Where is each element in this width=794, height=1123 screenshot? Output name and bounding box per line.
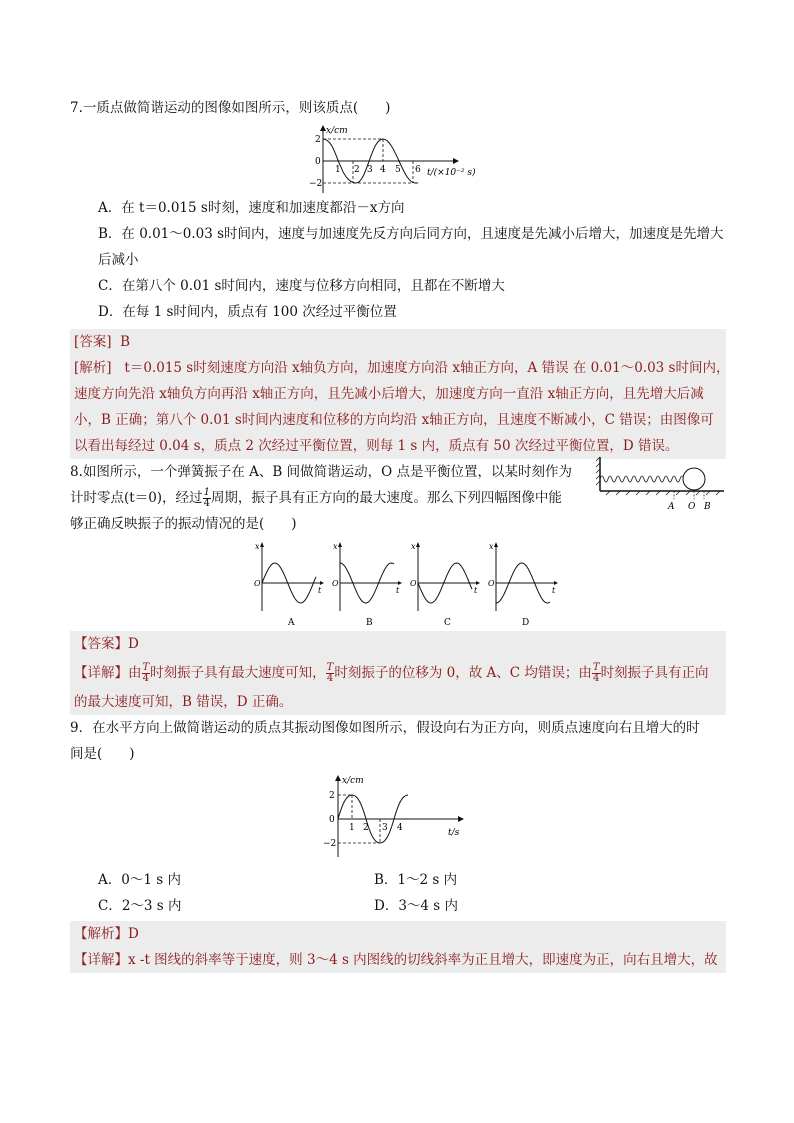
q8-graph-y-arrow [416,542,420,547]
q8-graph-origin-label: O [332,579,339,588]
q8-graph-x-arrow [320,581,324,585]
q7-xtick-3: 3 [367,165,373,175]
q7-answer-tag: [答案] [74,334,112,350]
q8-frac-num: 1 [203,487,210,498]
q8-graph-x-arrow [476,581,480,585]
q8-detail-frac-3-den: 4 [593,673,600,684]
q9-xlabel: t/s [448,828,460,838]
q8-graph-x-label: x [255,542,260,551]
q8-graph-caption: D [522,618,530,628]
q9-answer-block [70,921,726,973]
q8-stem-line-1: 8.如图所示，一个弹簧振子在 A、B 间做简谐运动，O 点是平衡位置，以某时刻作为 [70,464,572,480]
q9-option-c: C．2～3 s 内 [98,898,182,914]
q9-option-d: D．3～4 s 内 [374,898,459,914]
q7-analysis-line-3: 小，B 正确；第八个 0.01 s时间内速度和位移的方向均沿 x轴正方向，且速度不断减小，C 错误；由图像可 [74,412,714,428]
q7-option-d: D．在每 1 s时间内，质点有 100 次经过平衡位置 [98,304,397,320]
q8-detail-1d: 时刻振子具有正向 [600,665,709,681]
q7-answer-block [70,329,730,459]
q8-detail-frac-3-num: T [592,662,600,673]
q7-answer: B [120,334,131,350]
q8-detail-line-2: 的最大速度可知，B 错误，D 正确。 [74,694,293,710]
q9-option-b: B．1～2 s 内 [374,872,458,888]
q7-stem: 7.一质点做简谐运动的图像如图所示，则该质点( ) [70,100,391,116]
q8-graph-c [410,542,480,628]
q8-graph-d [488,542,558,628]
q8-frac-den: 4 [203,498,210,509]
spring-oscillator-figure [596,453,726,513]
q7-analysis-tag: [解析] [74,360,112,376]
q7-ylabel: x/cm [326,126,348,136]
q8-graph-origin-label: O [410,579,417,588]
q9-answer: D [128,926,139,942]
q8-answer-tag: 【答案】 [74,636,128,652]
q8-detail-frac-2-den: 4 [326,673,334,684]
spring-label-o: O [688,502,696,512]
q7-xlabel: t/(×10⁻² s) [427,168,476,178]
q8-detail-frac-3 [592,663,601,684]
q9-ytick-0: 0 [329,815,335,825]
q9-xtick-2: 2 [363,823,369,833]
spring-label-b: B [704,502,711,512]
q8-graph-t-label: t [318,586,322,595]
q9-answer-tag: 【解析】 [74,926,128,942]
q7-option-c: C．在第八个 0.01 s时间内，速度与位移方向相同，且都在不断增大 [98,278,505,294]
q7-graph [303,123,493,195]
q8-graph-b [332,542,402,628]
q7-ytick-2: 2 [315,135,321,145]
q8-stem-2a: 计时零点(t＝0)，经过 [70,490,203,506]
q9-options-row-2 [70,893,726,919]
q8-graph-y-arrow [260,542,264,547]
q8-stem-2b: 周期，振子具有正方向的最大速度。那么下列四幅图像中能 [210,490,562,506]
q9-xtick-1: 1 [349,823,355,833]
q8-detail-frac-1-num: T [142,662,150,673]
q9-options-row-1 [70,867,726,893]
q9-ylabel: x/cm [342,776,364,786]
q8-four-graphs [248,539,556,629]
q8-graph-t-label: t [396,586,400,595]
q8-graph-x-arrow [398,581,402,585]
spring-label-a: A [668,502,675,512]
q8-graph-y-arrow [494,542,498,547]
q9-stem-line-2: 间是( ) [70,746,135,762]
q8-graph-origin-label: O [488,579,495,588]
q8-graph-y-arrow [338,542,342,547]
q7-ytick-neg2: −2 [309,179,323,189]
q8-detail-frac-2-num: T [326,662,334,673]
q8-graph-caption: A [288,618,295,628]
q7-analysis-line-2: 速度方向先沿 x轴负方向再沿 x轴正方向，且先减小后增大，加速度方向一直沿 x轴正方向，且先增大后减 [74,386,704,402]
q8-graph-a [254,542,324,628]
q7-xtick-4: 4 [380,165,386,175]
q7-option-b: B．在 0.01～0.03 s时间内，速度与加速度先反方向后同方向，且速度是先减小后增大，加速度是先增大后减小 [98,226,724,268]
q7-xtick-6: 6 [415,165,421,175]
q8-graph-x-arrow [554,581,558,585]
q9-xtick-4: 4 [397,823,403,833]
q7-xtick-1: 1 [335,165,341,175]
q8-graph-t-label: t [474,586,478,595]
q8-answer: D [128,636,139,652]
q9-detail: x -t 图线的斜率等于速度，则 3～4 s 内图线的切线斜率为正且增大，即速度为正，向右且增大，故 [128,952,718,968]
q9-graph [318,771,478,861]
q7-xtick-5: 5 [395,165,401,175]
q8-stem-line-3: 够正确反映振子的振动情况的是( ) [70,516,297,532]
q9-xtick-3: 3 [382,823,388,833]
q8-graph-caption: C [444,618,451,628]
q9-ytick-2: 2 [329,791,335,801]
q8-detail-frac-1-den: 4 [142,673,150,684]
q8-graph-x-label: x [411,542,416,551]
q9-stem-line-1: 9．在水平方向上做简谐运动的质点其振动图像如图所示，假设向右为正方向，则质点速度向右且增大的时 [70,720,700,736]
q8-detail-tag: 【详解】 [74,665,128,681]
q8-detail-1b: 时刻振子具有最大速度可知， [150,665,326,681]
q8-answer-block [70,631,726,715]
q8-graph-x-label: x [333,542,338,551]
q7-ytick-0: 0 [315,157,321,167]
q7-option-a: A．在 t＝0.015 s时刻，速度和加速度都沿－x方向 [98,200,405,216]
q8-graph-origin-label: O [254,579,261,588]
q9-ytick-neg2: −2 [323,839,337,849]
page [70,95,730,973]
q8-graph-caption: B [366,618,373,628]
q7-xtick-2: 2 [354,165,360,175]
q8-graph-x-label: x [489,542,494,551]
q8-graphs-row [70,539,726,629]
q8-detail-1a: 由 [128,665,142,681]
q8-detail-frac-1 [142,663,151,684]
q7-analysis-line-4: 以看出每经过 0.04 s，质点 2 次经过平衡位置，则每 1 s 内，质点有 50 次经过平衡位置，D 错误。 [74,438,679,454]
q8-fraction [203,488,211,509]
q8-detail-1c: 时刻振子的位移为 0，故 A、C 均错误；由 [334,665,592,681]
q9-detail-tag: 【详解】 [74,952,128,968]
q8-graph-t-label: t [552,586,556,595]
q7-analysis-line-1: t＝0.015 s时刻速度方向沿 x轴负方向，加速度方向沿 x轴正方向，A 错误 在 0.01～0.03 s时间内， [124,360,730,376]
q9-option-a: A．0～1 s 内 [98,872,181,888]
